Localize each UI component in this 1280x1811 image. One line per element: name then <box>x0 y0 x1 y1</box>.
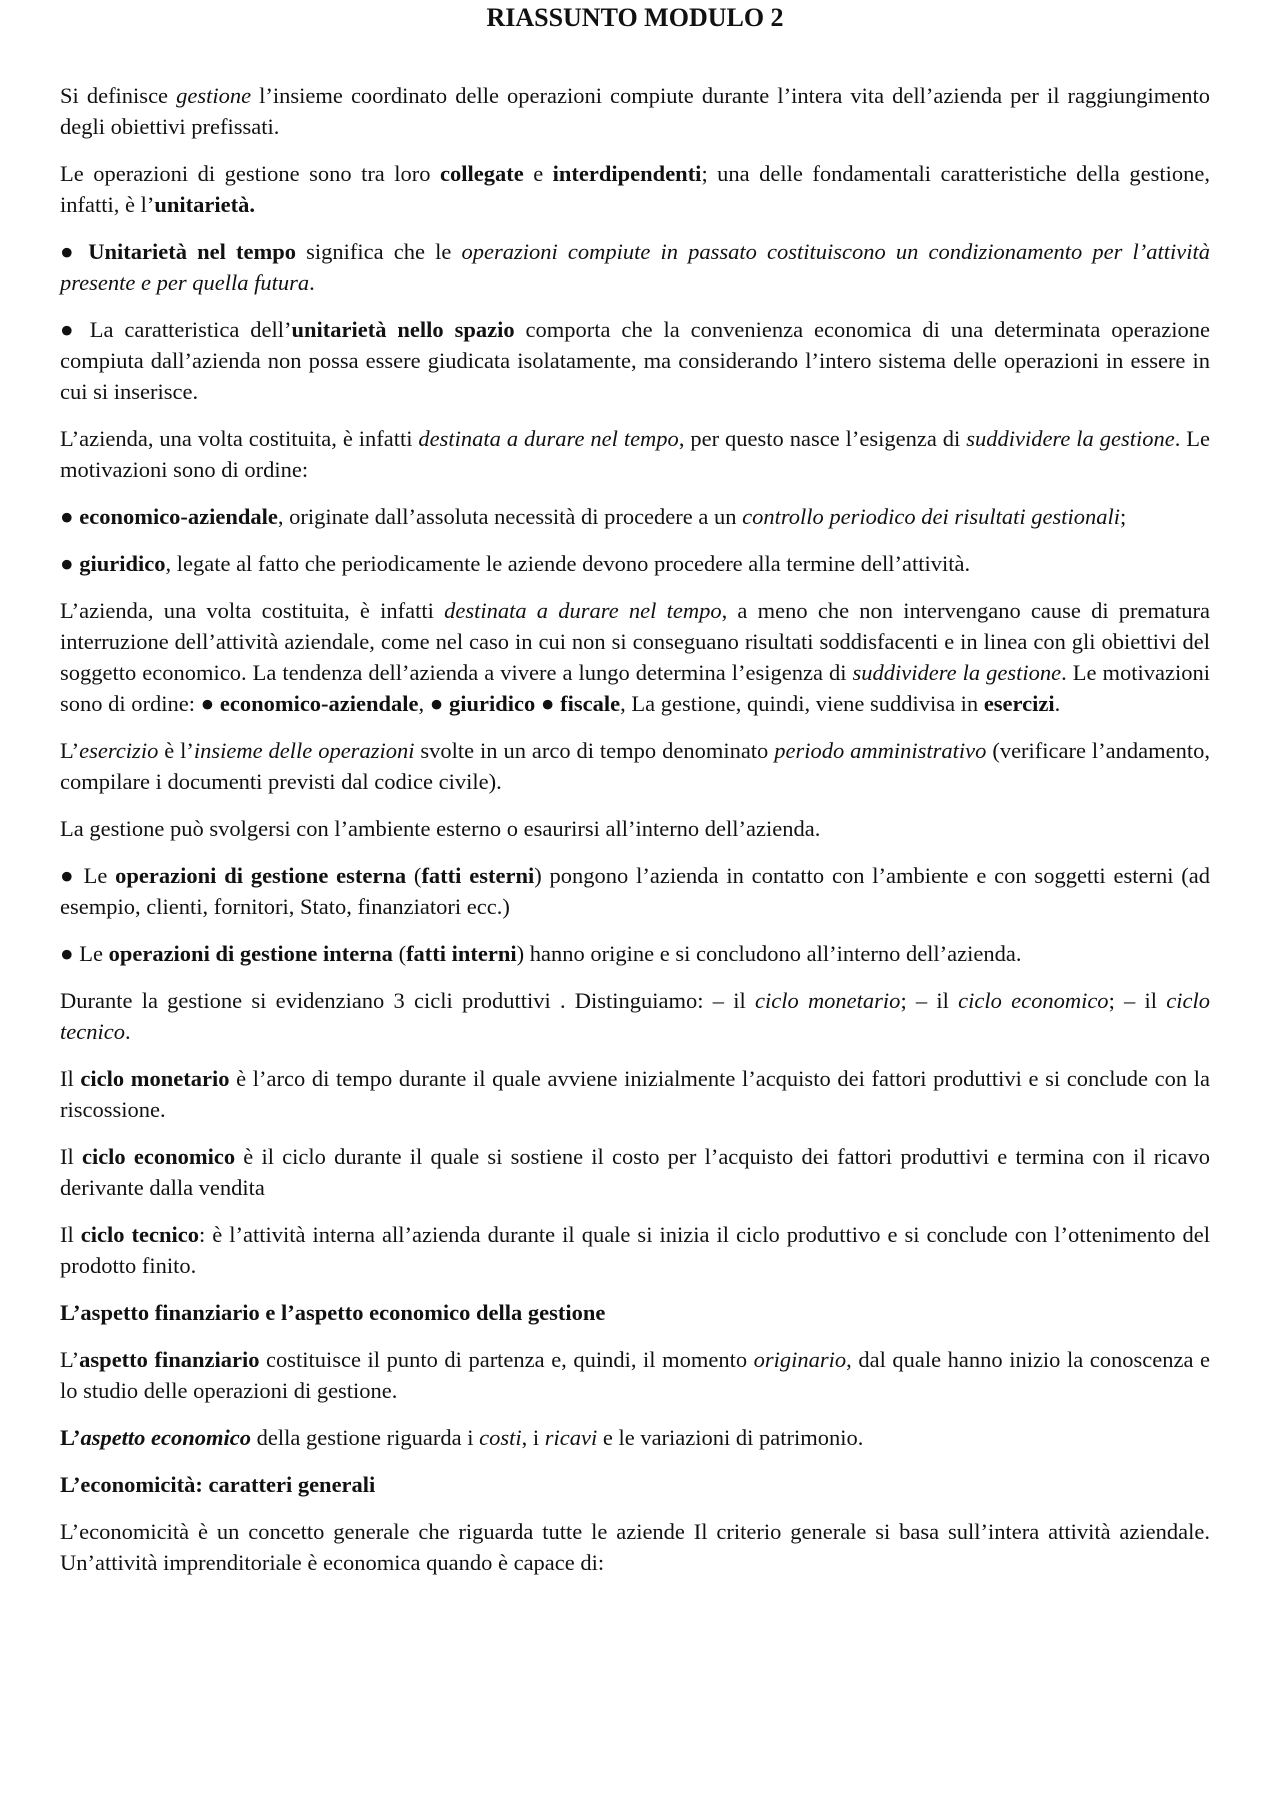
text-run: ciclo economico <box>81 1144 236 1169</box>
text-run: operazioni compiute in passato costituiscono un condizionamento per l’attività presente e per quella futura <box>60 239 1210 295</box>
paragraph <box>60 423 1210 485</box>
text-run: e le variazioni di patrimonio. <box>597 1425 864 1450</box>
text-run: l’insieme coordinato delle operazioni compiute durante l’intera vita dell’azienda per il raggiungimento degli obiettivi prefissati. <box>60 83 1210 139</box>
text-run: esercizio <box>79 738 159 763</box>
text-run: . <box>124 1019 131 1044</box>
paragraph <box>60 314 1210 407</box>
paragraph <box>60 1422 1210 1453</box>
paragraph <box>60 735 1210 797</box>
paragraph <box>60 595 1210 719</box>
text-run: ; – il <box>1108 988 1167 1013</box>
text-run: ciclo tecnico <box>60 988 1210 1044</box>
text-run: giuridico <box>449 691 536 716</box>
text-run: Il <box>60 1066 81 1091</box>
text-run: ciclo monetario <box>80 1066 230 1091</box>
text-run: unitarietà nello spazio <box>291 317 515 342</box>
text-run: ricavi <box>544 1425 598 1450</box>
text-run: significa che le <box>295 239 462 264</box>
text-run: insieme delle operazioni <box>193 738 415 763</box>
text-run: , originate dall’assoluta necessità di procedere a un <box>277 504 743 529</box>
text-run: Il <box>60 1222 81 1247</box>
text-run: : è l’attività interna all’azienda durante il quale si inizia il ciclo produttivo e si conclude con l’ottenimento del prodotto finito. <box>60 1222 1210 1278</box>
text-run: suddividere la gestione <box>852 660 1062 685</box>
text-run: e <box>523 161 553 186</box>
text-run: ( <box>406 863 422 888</box>
text-run: , per questo nasce l’esigenza di <box>678 426 967 451</box>
text-run: , La gestione, quindi, viene suddivisa in <box>620 691 984 716</box>
text-run: ; <box>1120 504 1127 529</box>
text-run: operazioni di gestione esterna <box>115 863 407 888</box>
text-run: , a meno che non intervengano cause di prematura interruzione dell’attività aziendale, come nel caso in cui non si conseguano risultati soddisfacenti e in linea con gli obiettivi del soggetto economico. La tendenza dell’azienda a vivere a lungo determina l’esigenza di <box>60 598 1210 685</box>
paragraph <box>60 1344 1210 1406</box>
text-run: comporta che la convenienza economica di una determinata operazione compiuta dall’azienda non possa essere giudicata isolatamente, ma considerando l’intero sistema delle operazioni in essere in cui si inserisce. <box>60 317 1210 404</box>
document-body <box>60 80 1210 1578</box>
text-run: ; una delle fondamentali caratteristiche della gestione, infatti, è l’ <box>60 161 1210 217</box>
text-run: . <box>309 270 315 295</box>
text-run: destinata a durare nel tempo <box>444 598 722 623</box>
text-run: Il <box>60 1144 82 1169</box>
paragraph <box>60 860 1210 922</box>
text-run: economico-aziendale <box>219 691 419 716</box>
text-run: L’ <box>60 1425 81 1450</box>
text-run: ) pongono l’azienda in contatto con l’ambiente e con soggetti esterni (ad esempio, clienti, fornitori, Stato, finanziatori ecc.) <box>60 863 1211 919</box>
text-run: suddividere la gestione <box>966 426 1175 451</box>
paragraph <box>60 236 1210 298</box>
paragraph <box>60 501 1210 532</box>
text-run: svolte in un arco di tempo denominato <box>414 738 775 763</box>
paragraph <box>60 548 1210 579</box>
text-run: originario <box>753 1347 847 1372</box>
text-run: esercizi <box>983 691 1055 716</box>
text-run: costi <box>479 1425 522 1450</box>
paragraph <box>60 1516 1210 1578</box>
text-run: L’economicità: caratteri generali <box>60 1472 376 1497</box>
text-run: gestione <box>176 83 252 108</box>
text-run: operazioni di gestione interna <box>108 941 393 966</box>
text-run: controllo periodico dei risultati gestionali <box>742 504 1121 529</box>
text-run: L’azienda, una volta costituita, è infatti <box>60 426 419 451</box>
text-run: collegate <box>440 161 524 186</box>
text-run: , i <box>521 1425 545 1450</box>
text-run: aspetto economico <box>80 1425 252 1450</box>
text-run: ● <box>535 691 561 716</box>
text-run: giuridico <box>79 551 166 576</box>
text-run: fiscale <box>560 691 621 716</box>
text-run: aspetto finanziario <box>79 1347 260 1372</box>
text-run: Durante la gestione si evidenziano 3 cicli produttivi . Distinguiamo: – il <box>60 988 755 1013</box>
text-run: è l’arco di tempo durante il quale avviene inizialmente l’acquisto dei fattori produttivi e si conclude con la riscossione. <box>60 1066 1210 1122</box>
text-run: ● La caratteristica dell’ <box>60 317 292 342</box>
text-run: Le operazioni di gestione sono tra loro <box>60 161 440 186</box>
text-run: ; – il <box>900 988 959 1013</box>
paragraph <box>60 80 1210 142</box>
paragraph <box>60 158 1210 220</box>
text-run: La gestione può svolgersi con l’ambiente esterno o esaurirsi all’interno dell’azienda. <box>60 816 821 841</box>
text-run: L’azienda, una volta costituita, è infatti <box>60 598 445 623</box>
paragraph <box>60 1063 1210 1125</box>
page-title: RIASSUNTO MODULO 2 <box>486 3 784 32</box>
text-run: ● <box>60 551 80 576</box>
document-page <box>60 0 1210 1594</box>
text-run: ● <box>60 504 80 529</box>
paragraph <box>60 1141 1210 1203</box>
text-run: , legate al fatto che periodicamente le aziende devono procedere alla termine dell’attività. <box>165 551 971 576</box>
paragraph <box>60 985 1210 1047</box>
text-run: L’ <box>60 1347 80 1372</box>
text-run: costituisce il punto di partenza e, quindi, il momento <box>259 1347 754 1372</box>
text-run: unitarietà. <box>154 192 255 217</box>
text-run: . Le motivazioni sono di ordine: <box>60 426 1210 482</box>
paragraph <box>60 1219 1210 1281</box>
text-run: . <box>1054 691 1061 716</box>
text-run: L’aspetto finanziario e l’aspetto economico della gestione <box>60 1300 606 1325</box>
text-run: ● Le <box>60 863 116 888</box>
text-run: fatti esterni <box>421 863 535 888</box>
section-heading <box>60 1297 1210 1328</box>
text-run: L’ <box>60 738 80 763</box>
text-run: ciclo monetario <box>754 988 901 1013</box>
text-run: (verificare l’andamento, compilare i documenti previsti dal codice civile). <box>60 738 1210 794</box>
text-run: , dal quale hanno inizio la conoscenza e lo studio delle operazioni di gestione. <box>60 1347 1211 1403</box>
text-run: della gestione riguarda i <box>251 1425 480 1450</box>
text-run: destinata a durare nel tempo <box>418 426 679 451</box>
text-run: fatti interni <box>406 941 517 966</box>
section-heading <box>60 1469 1210 1500</box>
text-run: . Le motivazioni sono di ordine: ● <box>60 660 1210 716</box>
text-run: è l’ <box>158 738 194 763</box>
text-run: L’economicità è un concetto generale che riguarda tutte le aziende Il criterio generale si basa sull’intera attività aziendale. Un’attività imprenditoriale è economica quando è capace di: <box>60 1519 1210 1575</box>
text-run: ( <box>392 941 407 966</box>
text-run: è il ciclo durante il quale si sostiene il costo per l’acquisto dei fattori produttivi e termina con il ricavo derivante dalla vendita <box>60 1144 1210 1200</box>
text-run: , ● <box>418 691 450 716</box>
text-run: periodo amministrativo <box>774 738 987 763</box>
text-run: ciclo tecnico <box>80 1222 199 1247</box>
text-run: Si definisce <box>60 83 177 108</box>
text-run: ● Le <box>60 941 109 966</box>
paragraph <box>60 938 1210 969</box>
text-run: Unitarietà nel tempo <box>88 239 296 264</box>
text-run: economico-aziendale <box>79 504 278 529</box>
paragraph <box>60 813 1210 844</box>
text-run: ciclo economico <box>958 988 1109 1013</box>
text-run: ● <box>60 239 89 264</box>
text-run: ) hanno origine e si concludono all’interno dell’azienda. <box>516 941 1022 966</box>
text-run: interdipendenti <box>552 161 702 186</box>
